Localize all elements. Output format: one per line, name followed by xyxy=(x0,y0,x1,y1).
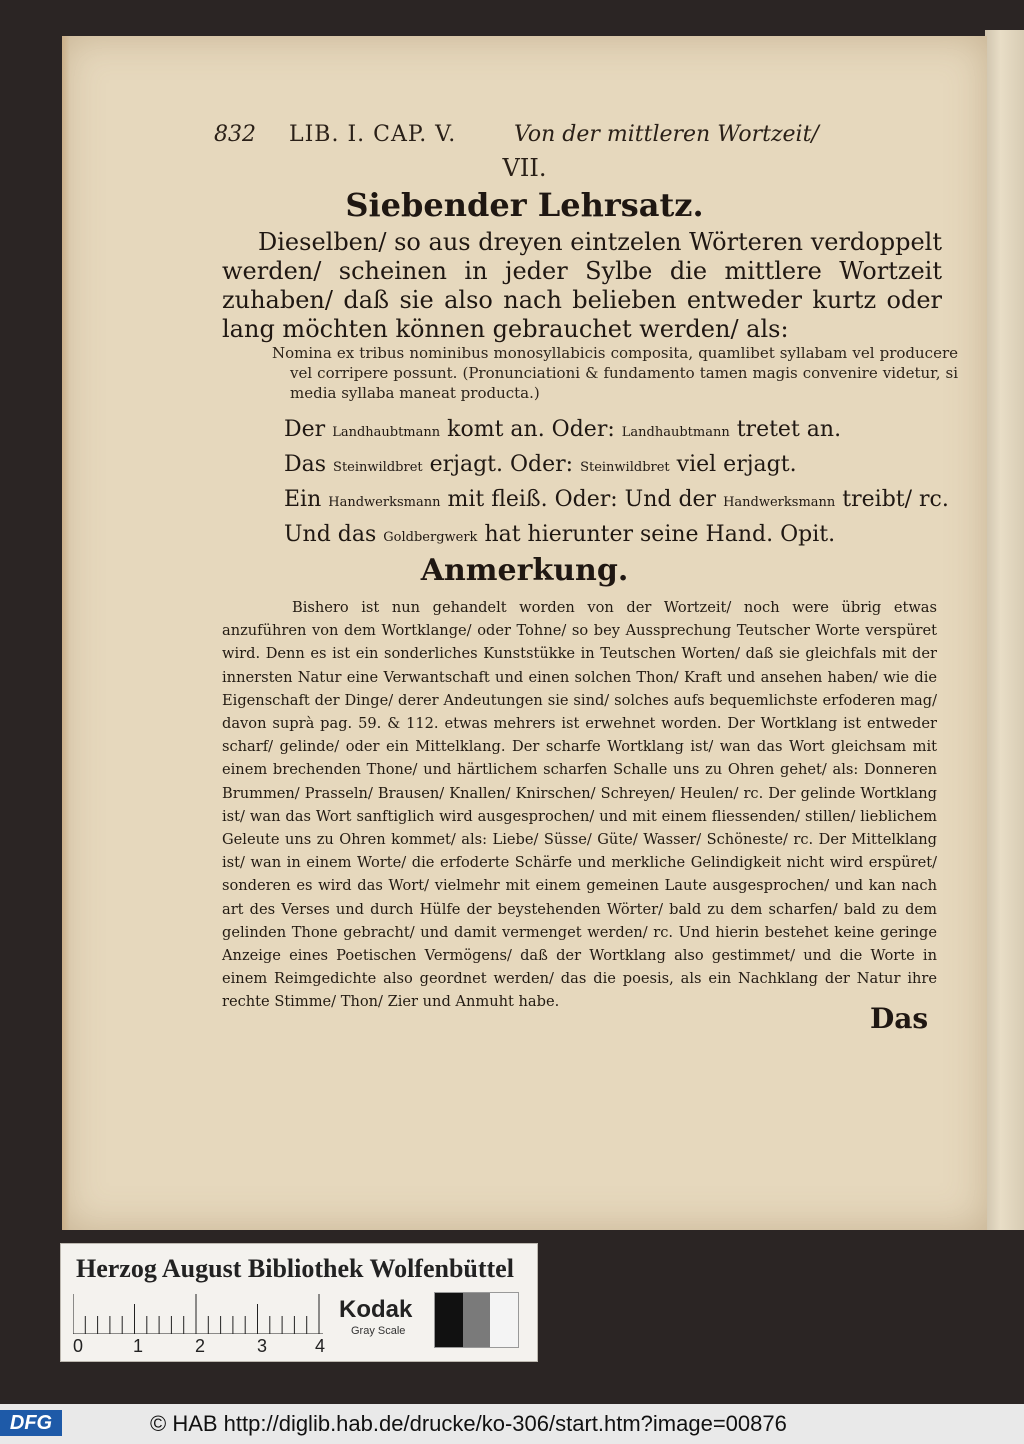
adjacent-page-edge xyxy=(985,30,1024,1230)
example-line: Das Steinwildbret erjagt. Oder: Steinwildbret viel erjagt. xyxy=(284,452,797,477)
footer-bar xyxy=(0,1404,1024,1444)
gray-patch-white xyxy=(490,1293,518,1347)
section-title: Siebender Lehrsatz. xyxy=(345,186,704,224)
gray-scale-label: Gray Scale xyxy=(351,1325,406,1337)
book-chapter: LIB. I. CAP. V. xyxy=(289,122,457,147)
annotation-title: Anmerkung. xyxy=(420,553,629,588)
book-page xyxy=(62,36,987,1230)
page-number: 832 xyxy=(214,122,256,147)
gray-patch-black xyxy=(435,1293,463,1347)
gray-scale-patches xyxy=(434,1292,519,1348)
ruler-icon xyxy=(73,1294,323,1334)
latin-note: Nomina ex tribus nominibus monosyllabicis composita, quamlibet syllabam vel producere vel corripere possunt. (Pronunciationi & fundamento tamen magis convenire videtur, si media syllaba maneat producta.) xyxy=(272,344,958,402)
example-line: Ein Handwerksmann mit fleiß. Oder: Und der Handwerksmann treibt/ rc. xyxy=(284,487,949,512)
copyright-link[interactable]: © HAB http://diglib.hab.de/drucke/ko-306/start.htm?image=00876 xyxy=(150,1411,787,1436)
annotation-body: Bishero ist nun gehandelt worden von der Wortzeit/ noch were übrig etwas anzuführen von dem Wortklange/ oder Tohne/ so bey Aussprechung Teutscher Worte verspüret wird. Denn es ist ein sonderliches Kunststükke in Teutschen Worten/ daß sie gleichfals mit der innersten Natur eine Verwantschaft und einen solchen Thon/ Kraft und ansehen haben/ wie die Eigenschaft der Dinge/ derer Andeutungen sie sind/ solches aufs bequemlichste erfoderen mag/ davon suprà pag. 59. & 112. etwas mehrers ist erwehnet worden. Der Wortklang ist entweder scharf/ gelinde/ oder ein Mittelklang. Der scharfe Wortklang ist/ wan das Wort gleichsam mit einem brechenden Thone/ und härtlichem scharfen Schalle uns zu Ohren gehet/ als: Donneren Brummen/ Prasseln/ Brausen/ Knallen/ Knirschen/ Schreyen/ Heulen/ rc. Der gelinde Wortklang ist/ wan das Wort sanftiglich wird ausgesprochen/ und mit einem fliessenden/ stillen/ lieblichem Geleute uns zu Ohren kommet/ als: Liebe/ Süsse/ Güte/ Wasser/ Schöneste/ rc. Der Mittelklang ist/ wan in einem Worte/ die erfoderte Schärfe und merkliche Gelindigkeit nicht wird erspüret/ sonderen es wird das Wort/ vielmehr mit einem gemeinen Laute ausgesprochen/ und kan nach art des Verses und durch Hülfe der beystehenden Wörter/ bald zu dem scharfen/ bald zu dem gelinden Thone gebracht/ und damit vermenget werden/ rc. Und hierin bestehet keine geringe Anzeige eines Poetischen Vermögens/ daß der Wortklang also gestimmet/ und die Worte in einem Reimgedichte also geordnet werden/ das die poesis, als ein Nachklang der Natur ihre rechte Stimme/ Thon/ Zier und Anmuht habe. xyxy=(222,599,937,1011)
ruler-numbers: 0 1 2 3 4 xyxy=(73,1336,326,1356)
catchword: Das xyxy=(870,1002,929,1035)
kodak-logo: Kodak xyxy=(339,1296,413,1323)
examples-block xyxy=(284,414,964,554)
gray-patch-mid xyxy=(463,1293,491,1347)
library-name: Herzog August Bibliothek Wolfenbüttel xyxy=(76,1254,514,1283)
section-number: VII. xyxy=(502,154,547,182)
example-line: Der Landhaubtmann komt an. Oder: Landhaubtmann tretet an. xyxy=(284,417,842,442)
color-target-card xyxy=(60,1243,538,1362)
running-head: Von der mittleren Wortzeit/ xyxy=(514,122,819,147)
example-line: Und das Goldbergwerk hat hierunter seine Hand. Opit. xyxy=(284,522,836,547)
dfg-logo: DFG xyxy=(0,1410,62,1436)
page-header xyxy=(214,122,934,158)
rule-paragraph: Dieselben/ so aus dreyen eintzelen Wörteren verdoppelt werden/ scheinen in jeder Sylbe die mittlere Wortzeit zuhaben/ daß sie also nach belieben entweder kurtz oder lang möchten können gebrauchet werden/ als: xyxy=(222,228,942,343)
